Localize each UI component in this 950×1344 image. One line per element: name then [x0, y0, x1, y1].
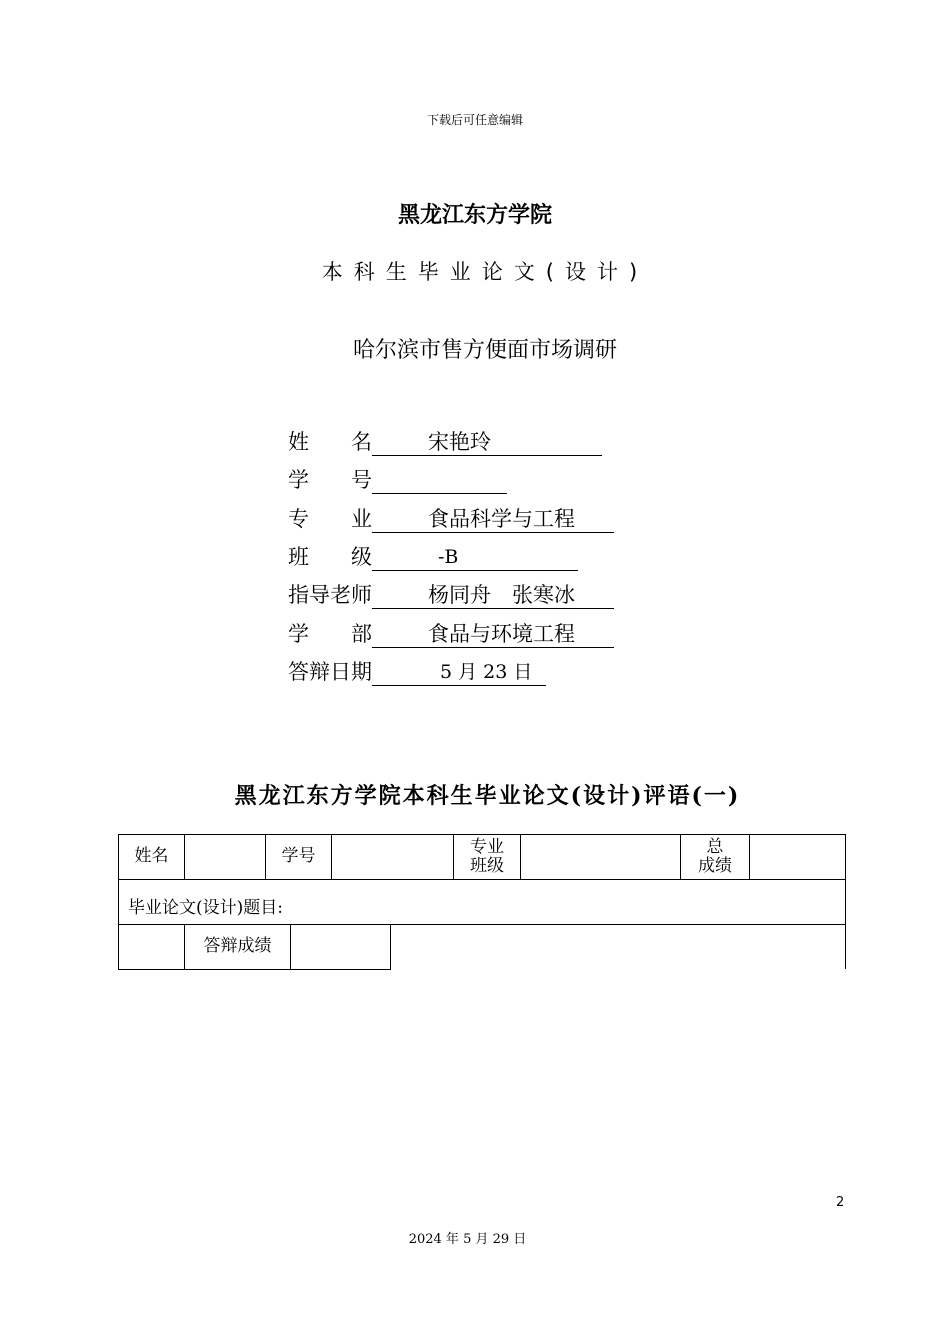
table-line [331, 834, 332, 879]
page-number: 2 [836, 1195, 845, 1210]
major-value: 食品科学与工程 [372, 505, 614, 533]
table-line [118, 834, 846, 835]
school-name: 黑龙江东方学院 [397, 203, 552, 228]
info-row-major [288, 503, 614, 533]
info-row-name [288, 426, 602, 456]
id-label: 学 号 [288, 468, 372, 492]
table-line [118, 969, 391, 970]
table-line [520, 834, 521, 879]
defense-label: 答辩日期 [288, 660, 372, 684]
advisor-value: 杨同舟 张寒冰 [372, 581, 614, 609]
table-total-label-2: 成绩 [698, 856, 732, 876]
table-line [390, 924, 391, 970]
info-row-id [288, 464, 507, 494]
table-line [290, 924, 291, 969]
table-major-label-1: 专业 [470, 837, 504, 857]
table-line [118, 924, 846, 925]
table-id-label: 学号 [281, 846, 316, 866]
comment-title: 黑龙江东方学院本科生毕业论文(设计)评语(一) [234, 783, 741, 809]
info-row-class [288, 541, 578, 571]
info-row-dept [288, 618, 614, 648]
dept-value: 食品与环境工程 [372, 620, 614, 648]
table-line [749, 834, 750, 879]
table-line [845, 834, 846, 969]
thesis-type: 本科生毕业论文(设计) [321, 260, 649, 284]
class-label: 班 级 [288, 545, 372, 569]
table-total-label-1: 总 [706, 837, 724, 857]
name-label: 姓 名 [288, 430, 372, 454]
table-major-label-2: 班级 [470, 856, 504, 876]
info-row-defense [288, 656, 546, 686]
table-line [118, 879, 846, 880]
advisor-label: 指导老师 [288, 583, 372, 607]
table-topic-label: 毕业论文(设计)题目: [128, 898, 283, 918]
footer-date: 2024 年 5 月 29 日 [408, 1232, 527, 1247]
class-value: -B [372, 543, 578, 571]
header-note: 下载后可任意编辑 [426, 113, 523, 127]
name-value: 宋艳玲 [372, 428, 602, 456]
table-defense-score-label: 答辩成绩 [203, 936, 272, 956]
id-value [372, 466, 507, 494]
defense-value: 5 月 23 日 [372, 658, 546, 686]
major-label: 专 业 [288, 507, 372, 531]
info-row-advisor [288, 579, 614, 609]
table-name-label: 姓名 [134, 846, 169, 866]
thesis-title: 哈尔滨市售方便面市场调研 [352, 338, 617, 363]
table-line [184, 834, 185, 879]
dept-label: 学 部 [288, 622, 372, 646]
